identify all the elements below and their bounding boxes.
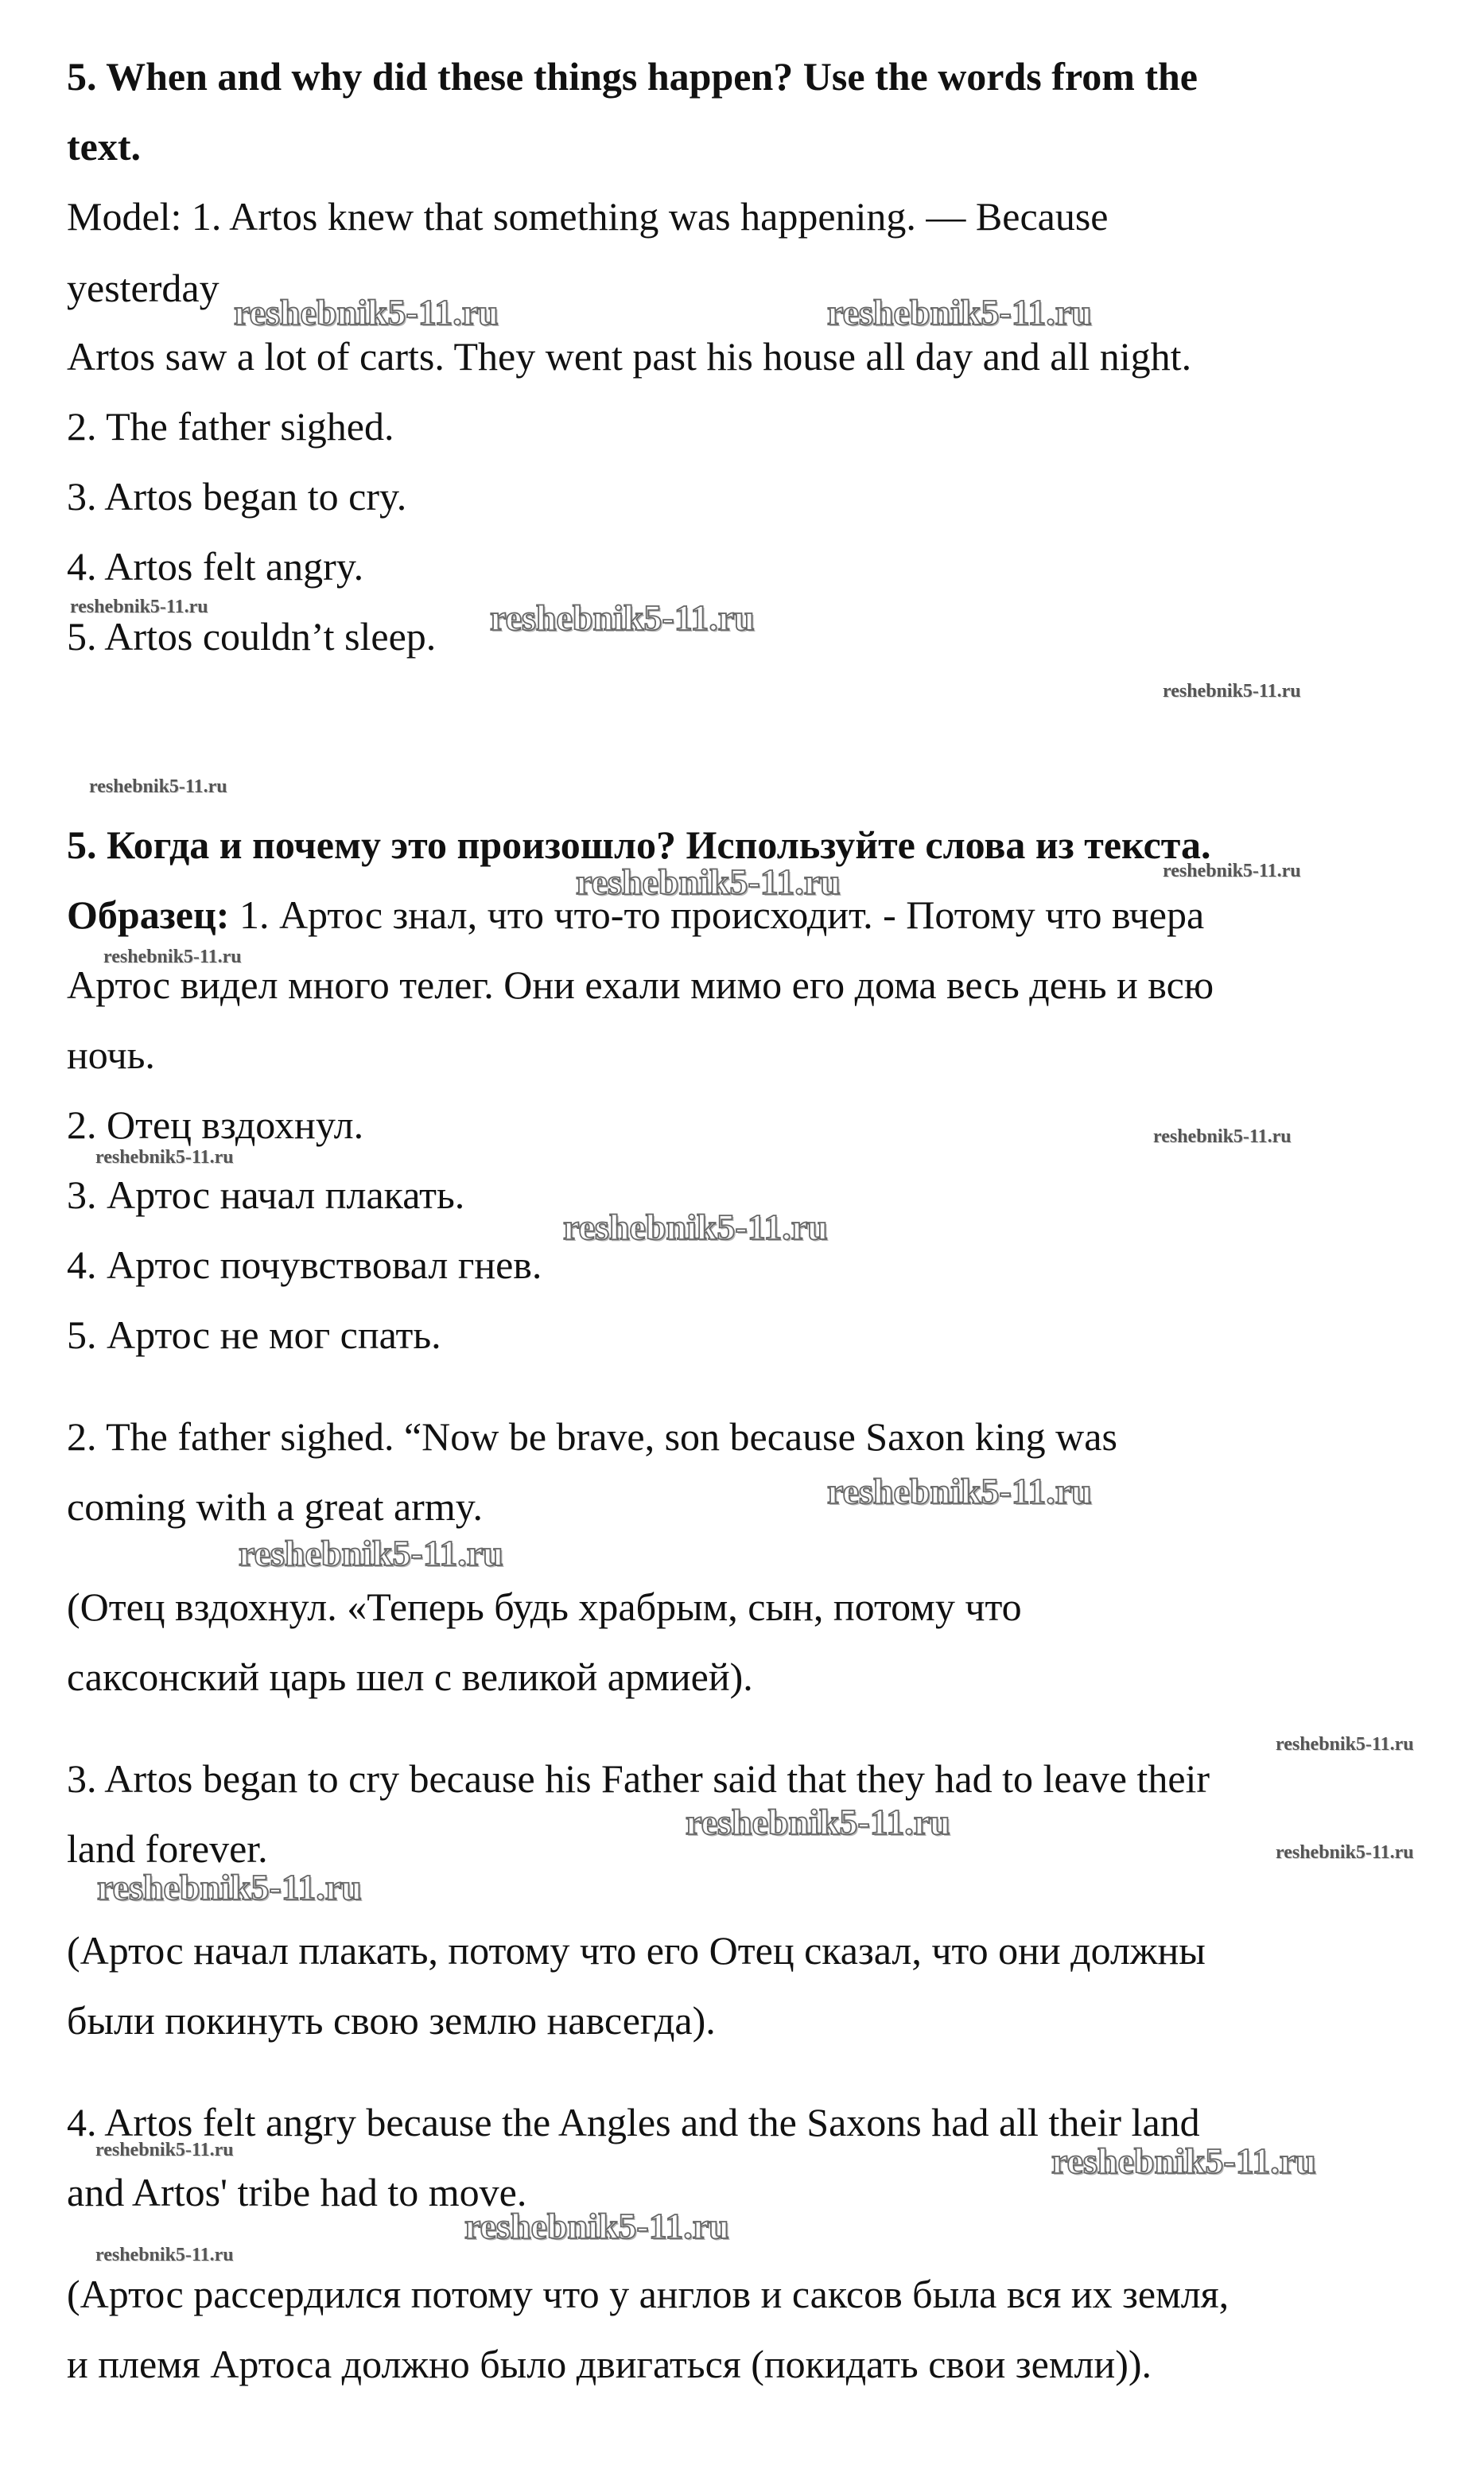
watermark: reshebnik5-11.ru: [103, 947, 242, 967]
question-ru-item-4: 4. Артос почувствовал гнев.: [67, 1242, 542, 1287]
answer-4-en-line-1: 4. Artos felt angry because the Angles and the Saxons had all their land: [67, 2100, 1200, 2144]
question-item-4: 4. Artos felt angry.: [67, 544, 364, 589]
watermark: reshebnik5-11.ru: [1153, 1126, 1292, 1147]
model-ru-text: 1. Артос знал, что что-то происходит. - Потому что вчера: [229, 892, 1205, 937]
watermark: reshebnik5-11.ru: [464, 2206, 729, 2246]
watermark: reshebnik5-11.ru: [234, 292, 499, 332]
watermark: reshebnik5-11.ru: [95, 2140, 234, 2160]
watermark: reshebnik5-11.ru: [95, 2245, 234, 2265]
answer-2-ru-line-2: саксонский царь шел с великой армией).: [67, 1654, 753, 1699]
watermark: reshebnik5-11.ru: [827, 292, 1092, 332]
task-heading-en-line-2: text.: [67, 124, 141, 169]
watermark: reshebnik5-11.ru: [490, 597, 755, 638]
answer-4-ru-line-2: и племя Артоса должно было двигаться (покидать свои земли)).: [67, 2342, 1152, 2386]
answer-4-ru-line-1: (Артос рассердился потому что у англов и саксов была вся их земля,: [67, 2272, 1230, 2316]
watermark: reshebnik5-11.ru: [239, 1533, 503, 1573]
question-item-5: 5. Artos couldn’t sleep.: [67, 614, 437, 659]
question-ru-item-5: 5. Артос не мог спать.: [67, 1312, 441, 1357]
watermark: reshebnik5-11.ru: [97, 1867, 362, 1907]
watermark: reshebnik5-11.ru: [1276, 1734, 1414, 1755]
watermark: reshebnik5-11.ru: [70, 597, 208, 617]
watermark: reshebnik5-11.ru: [686, 1802, 950, 1842]
model-ru-label: Образец:: [67, 892, 230, 937]
model-line-1: Model: 1. Artos knew that something was happening. — Because: [67, 194, 1109, 239]
model-line-3: Artos saw a lot of carts. They went past his house all day and all night.: [67, 334, 1192, 379]
question-item-3: 3. Artos began to cry.: [67, 474, 407, 519]
model-line-2: yesterday: [67, 266, 219, 310]
question-ru-item-2: 2. Отец вздохнул.: [67, 1102, 364, 1147]
answer-3-ru-line-1: (Артос начал плакать, потому что его Отец сказал, что они должны: [67, 1928, 1206, 1973]
answer-3-en-line-2: land forever.: [67, 1826, 268, 1871]
watermark: reshebnik5-11.ru: [95, 1147, 234, 1168]
task-heading-en-line-1: 5. When and why did these things happen? Use the words from the: [67, 54, 1198, 99]
task-heading-ru: 5. Когда и почему это произошло? Используйте слова из текста.: [67, 822, 1211, 867]
watermark: reshebnik5-11.ru: [576, 861, 841, 902]
question-item-2: 2. The father sighed.: [67, 404, 394, 449]
watermark: reshebnik5-11.ru: [89, 776, 227, 797]
watermark: reshebnik5-11.ru: [1163, 681, 1301, 702]
answer-2-en-line-1: 2. The father sighed. “Now be brave, son because Saxon king was: [67, 1414, 1117, 1459]
model-ru-line-2: Артос видел много телег. Они ехали мимо его дома весь день и всю: [67, 962, 1214, 1007]
answer-3-ru-line-2: были покинуть свою землю навсегда).: [67, 1998, 716, 2043]
answer-3-en-line-1: 3. Artos began to cry because his Father said that they had to leave their: [67, 1756, 1210, 1801]
answer-2-en-line-2: coming with a great army.: [67, 1484, 483, 1529]
watermark: reshebnik5-11.ru: [1051, 2140, 1316, 2181]
watermark: reshebnik5-11.ru: [563, 1207, 828, 1247]
answer-2-ru-line-1: (Отец вздохнул. «Теперь будь храбрым, сын, потому что: [67, 1584, 1022, 1629]
watermark: reshebnik5-11.ru: [1163, 861, 1301, 881]
answer-4-en-line-2: and Artos' tribe had to move.: [67, 2170, 527, 2214]
watermark: reshebnik5-11.ru: [827, 1471, 1092, 1511]
model-ru-line-3: ночь.: [67, 1032, 155, 1077]
question-ru-item-3: 3. Артос начал плакать.: [67, 1172, 465, 1217]
watermark: reshebnik5-11.ru: [1276, 1842, 1414, 1863]
